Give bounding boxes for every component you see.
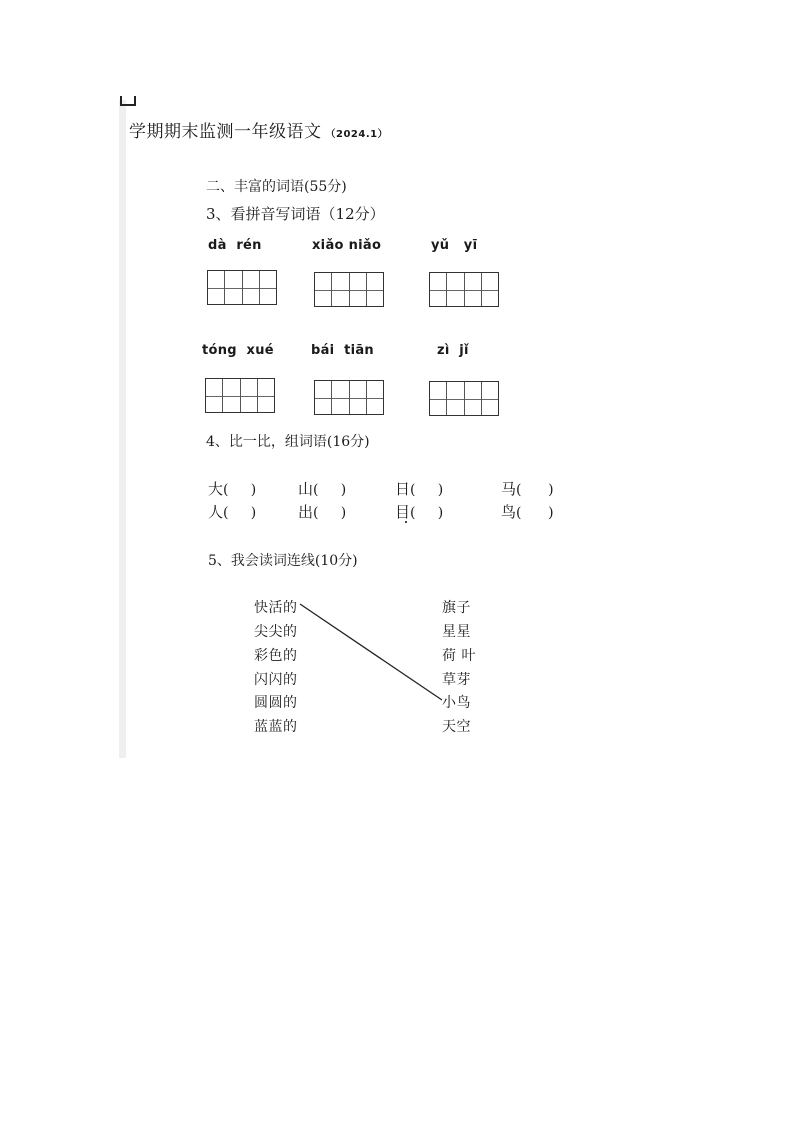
pinyin-label: tóng xué [202, 343, 274, 358]
pinyin-label: bái tiān [311, 343, 374, 358]
pinyin-label: zì jǐ [437, 343, 469, 358]
title-year: （2024.1） [325, 129, 389, 140]
compare-item[interactable]: 马( ) [501, 480, 554, 498]
compare-item[interactable]: 出( ) [298, 503, 347, 521]
left-word[interactable]: 闪闪的 [254, 672, 298, 688]
left-word[interactable]: 圆圆的 [254, 695, 298, 711]
left-word[interactable]: 快活的 [254, 600, 298, 616]
compare-item[interactable]: 日( ) [395, 480, 444, 498]
compare-item[interactable]: 大( ) [208, 480, 257, 498]
compare-char: 人 [208, 503, 224, 521]
left-word[interactable]: 蓝蓝的 [254, 719, 298, 735]
compare-char: 出 [298, 503, 314, 521]
compare-char: 山 [298, 480, 314, 498]
compare-item[interactable]: 鸟( ) [501, 503, 554, 521]
left-word[interactable]: 尖尖的 [254, 624, 298, 640]
compare-item[interactable]: 目( ) [395, 503, 444, 521]
compare-char: 目 [395, 503, 411, 521]
section-2-heading: 二、丰富的词语(55分) [206, 179, 347, 195]
pinyin-label: dà rén [208, 238, 262, 253]
right-word[interactable]: 天空 [442, 719, 471, 735]
question-3-heading: 3、看拼音写词语（12分） [206, 205, 385, 223]
title-text: 学期期末监测一年级语文 [129, 122, 322, 142]
pinyin-label: yǔ yī [431, 238, 478, 253]
compare-char: 马 [501, 480, 517, 498]
compare-char: 鸟 [501, 503, 517, 521]
right-word[interactable]: 荷 叶 [442, 648, 476, 664]
compare-char: 大 [208, 480, 224, 498]
compare-item[interactable]: 人( ) [208, 503, 257, 521]
compare-item[interactable]: 山( ) [298, 480, 347, 498]
compare-char: 日 [395, 480, 411, 498]
right-word[interactable]: 旗子 [442, 600, 471, 616]
right-word[interactable]: 小鸟 [442, 695, 471, 711]
right-word[interactable]: 星星 [442, 624, 471, 640]
question-5-heading: 5、我会读词连线(10分) [208, 553, 358, 569]
pinyin-label: xiǎo niǎo [312, 238, 382, 253]
connection-line [300, 604, 442, 700]
right-word[interactable]: 草芽 [442, 672, 471, 688]
left-word[interactable]: 彩色的 [254, 648, 298, 664]
question-4-heading: 4、比一比，组词语(16分) [206, 434, 370, 450]
